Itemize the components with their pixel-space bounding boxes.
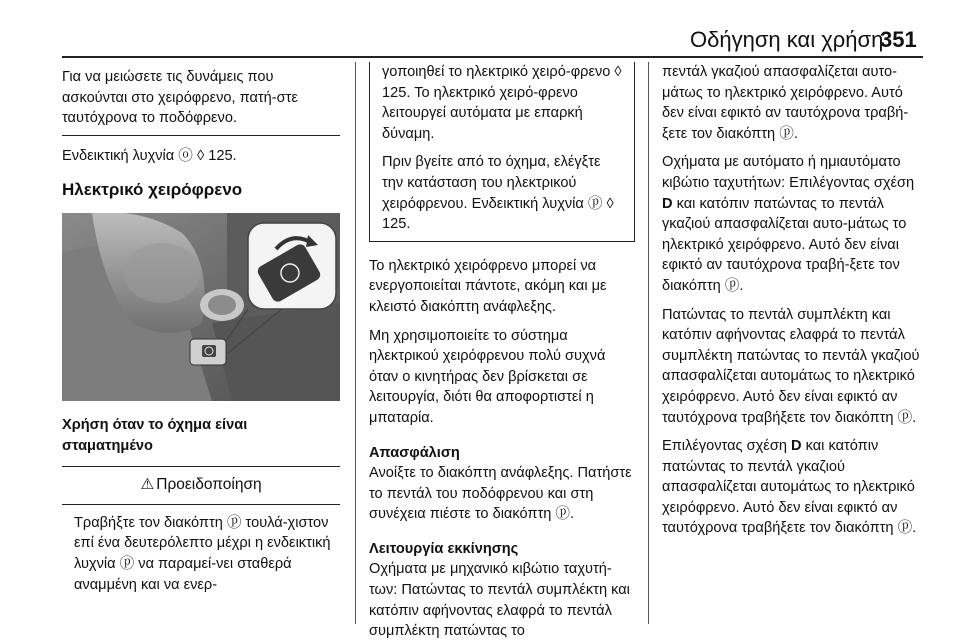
warning-text: Τραβήξτε τον διακόπτη ⓟ τουλά-χιστον επί ένα δευτερόλεπτο μέχρι η ενδεικτική λυχνία ⓟ να παραμεί-νει σταθερά αναμμένη και να ενερ- bbox=[74, 514, 331, 593]
paragraph-clutch: Πατώντας το πεντάλ συμπλέκτη και κατόπιν αφήνοντας ελαφρά το πεντάλ συμπλέκτη πατώντας το πεντάλ γκαζιού απασφαλίζεται αυτομάτως το ηλεκτρικό χειρόφρενο. Αυτό δεν είναι εφικτό αν ταυτόχρονα τραβήξετε τον διακόπτη ⓟ. bbox=[662, 306, 920, 426]
gear-d-label-2: D bbox=[791, 438, 802, 455]
warning-box bbox=[62, 466, 340, 595]
column-divider-1 bbox=[355, 62, 356, 624]
paragraph-battery: Μη χρησιμοποιείτε το σύστημα ηλεκτρικού χειρόφρενου πολύ συχνά όταν ο κινητήρας δεν βρίσκεται σε λειτουργία, διότι θα αποφορτιστεί η μπαταρία. bbox=[369, 327, 606, 426]
parking-brake-illustration bbox=[62, 213, 340, 401]
paragraph-automatic bbox=[662, 152, 924, 296]
intro-note-text: Για να μειώσετε τις δυνάμεις που ασκούνται στο χειρόφρενο, πατή-στε ταυτόχρονα το ποδόφρενο. bbox=[62, 69, 298, 127]
gear-d-label: D bbox=[662, 195, 673, 212]
header-rule bbox=[62, 56, 923, 58]
warning-header bbox=[62, 467, 340, 505]
start-text: Οχήματα με μηχανικό κιβώτιο ταχυτή-των: Πατώντας το πεντάλ συμπλέκτη και κατόπιν αφήνοντας ελαφρά το πεντάλ συμπλέκτη πατώντας το bbox=[369, 561, 630, 640]
column-3 bbox=[662, 62, 924, 539]
column-1 bbox=[62, 62, 340, 595]
indicator-line: Ενδεικτική λυχνία ⓞ ◊ 125. bbox=[62, 147, 237, 164]
warning-title: Προειδοποίηση bbox=[156, 476, 262, 494]
release-heading: Απασφάλιση bbox=[369, 444, 460, 461]
column-2 bbox=[369, 62, 635, 642]
warning-box-continued bbox=[369, 62, 635, 242]
paragraph-accelerator: πεντάλ γκαζιού απασφαλίζεται αυτο-μάτως το ηλεκτρικό χειρόφρενο. Αυτό δεν είναι εφικτό αν ταυτόχρονα τραβή-ξετε τον διακόπτη ⓟ. bbox=[662, 64, 909, 142]
console-drawing bbox=[62, 213, 340, 401]
p4-text-a: Επιλέγοντας σχέση bbox=[662, 438, 791, 455]
page-number: 351 bbox=[880, 27, 917, 52]
warning-continued-p2: Πριν βγείτε από το όχημα, ελέγξτε την κατάσταση του ηλεκτρικού χειρόφρενου. Ενδεικτική λυχνία ⓟ ◊ 125. bbox=[382, 154, 614, 233]
p2-text-a: Οχήματα με αυτόματο ή ημιαυτόματο κιβώτιο ταχυτήτων: Επιλέγοντας σχέση bbox=[662, 154, 915, 191]
p4-text-b: και κατόπιν πατώντας το πεντάλ γκαζιού απασφαλίζεται αυτομάτως το ηλεκτρικό χειρόφρενο. Αυτό δεν είναι εφικτό αν ταυτόχρονα τραβήξετε τον διακόπτη ⓟ. bbox=[662, 438, 917, 537]
paragraph-select-d bbox=[662, 436, 924, 539]
intro-note bbox=[62, 62, 340, 136]
column-divider-2 bbox=[648, 62, 649, 624]
paragraph-always-active: Το ηλεκτρικό χειρόφρενο μπορεί να ενεργοποιείται πάντοτε, ακόμη και με κλειστό διακόπτη ανάφλεξης. bbox=[369, 257, 607, 315]
subheading: Χρήση όταν το όχημα είναι σταματημένο bbox=[62, 416, 248, 454]
warning-continued-p1: γοποιηθεί το ηλεκτρικό χειρό-φρενο ◊ 125. Το ηλεκτρικό χειρό-φρενο λειτουργεί αυτόματα με επαρκή δύναμη. bbox=[382, 64, 622, 142]
start-heading: Λειτουργία εκκίνησης bbox=[369, 540, 519, 557]
warning-triangle-icon: ⚠ bbox=[140, 476, 155, 494]
page-header-title: Οδήγηση και χρήση bbox=[690, 27, 884, 52]
p2-text-b: και κατόπιν πατώντας το πεντάλ γκαζιού απασφαλίζεται αυτο-μάτως το ηλεκτρικό χειρόφρενο. Αυτό δεν είναι εφικτό αν ταυτόχρονα τραβή-ξετε τον διακόπτη ⓟ. bbox=[662, 195, 907, 294]
release-text: Ανοίξτε το διακόπτη ανάφλεξης. Πατήστε το πεντάλ του ποδόφρενου και στη συνέχεια πιέστε το διακόπτη ⓟ. bbox=[369, 465, 632, 523]
section-heading: Ηλεκτρικό χειρόφρενο bbox=[62, 180, 243, 200]
